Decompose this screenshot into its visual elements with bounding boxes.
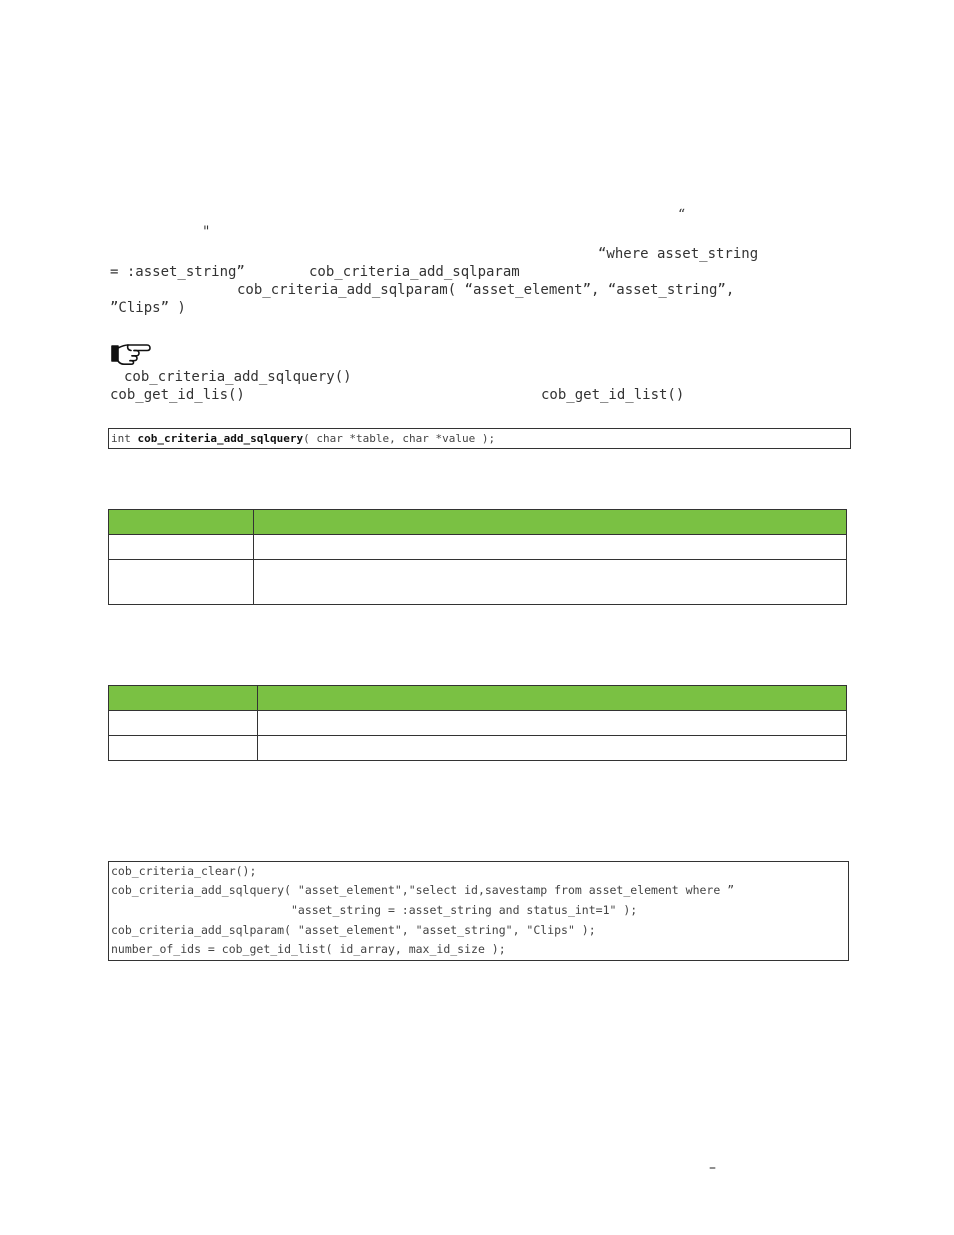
function-signature xyxy=(108,428,851,449)
open-quote: “ xyxy=(678,207,686,223)
table-row xyxy=(109,736,847,761)
table-cell xyxy=(109,535,254,560)
code-line: cob_criteria_clear(); xyxy=(111,864,257,878)
code-line: number_of_ids = cob_get_id_list( id_array, max_id_size ); xyxy=(111,942,506,956)
code-line: cob_criteria_add_sqlparam( "asset_element", "asset_string", "Clips" ); xyxy=(111,923,596,937)
parameters-table xyxy=(108,509,847,605)
table-row xyxy=(109,711,847,736)
table-cell xyxy=(258,711,847,736)
sqlquery-function-ref: cob_criteria_add_sqlquery() xyxy=(124,369,352,385)
where-clause-line-2: = :asset_string” xyxy=(110,264,245,280)
function-name: cob_criteria_add_sqlquery xyxy=(137,432,304,445)
table-row xyxy=(109,560,847,605)
pointing-hand-icon xyxy=(110,341,152,369)
example-call-line-2: ”Clips” ) xyxy=(110,300,186,316)
example-call-line-1: cob_criteria_add_sqlparam( “asset_element”, “asset_string”, xyxy=(237,282,735,298)
header-cell xyxy=(109,686,258,711)
table-cell xyxy=(109,560,254,605)
get-id-list-function-ref: cob_get_id_list() xyxy=(541,387,685,403)
table-cell xyxy=(254,535,847,560)
close-quote: " xyxy=(203,224,210,240)
code-line: "asset_string = :asset_string and status_int=1" ); xyxy=(111,903,638,917)
table-cell xyxy=(109,711,258,736)
get-id-lis-function-ref: cob_get_id_lis() xyxy=(110,387,245,403)
code-line: cob_criteria_add_sqlquery( "asset_element","select id,savestamp from asset_element where ” xyxy=(111,883,735,897)
function-params: ( char *table, char *value ); xyxy=(303,432,496,445)
example-code-block xyxy=(108,861,849,961)
sqlparam-function-name: cob_criteria_add_sqlparam xyxy=(309,264,520,280)
table-cell xyxy=(258,736,847,761)
return-type: int xyxy=(111,432,131,445)
table-cell xyxy=(254,560,847,605)
table-cell xyxy=(109,736,258,761)
page-footer-dash: – xyxy=(709,1160,716,1176)
table-row xyxy=(109,535,847,560)
return-values-table xyxy=(108,685,847,761)
where-clause-line-1: “where asset_string xyxy=(598,246,759,262)
header-cell xyxy=(109,510,254,535)
header-cell xyxy=(254,510,847,535)
return-values-table-header xyxy=(109,686,847,711)
parameters-table-header xyxy=(109,510,847,535)
header-cell xyxy=(258,686,847,711)
